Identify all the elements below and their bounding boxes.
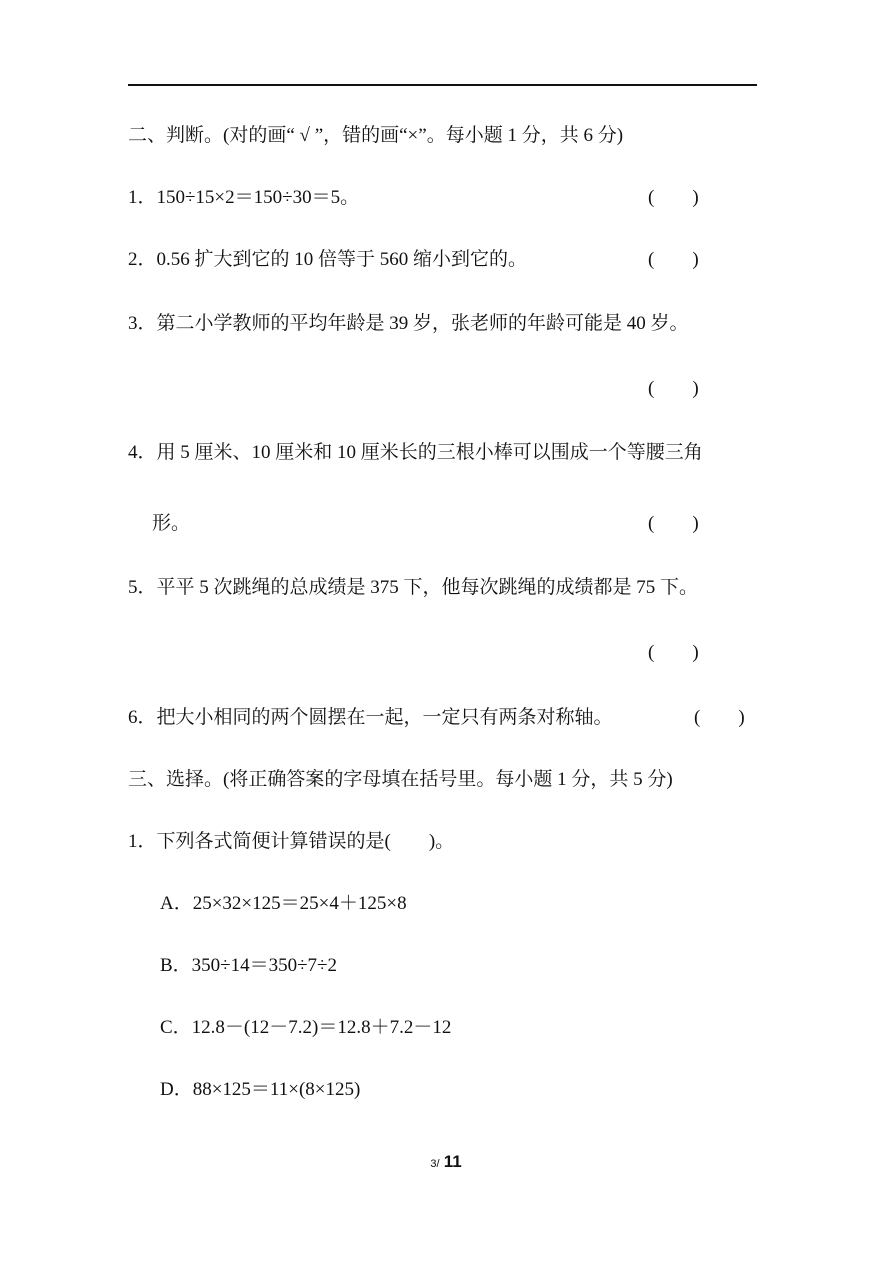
- answer-blank-5[interactable]: ( ): [648, 642, 699, 663]
- answer-blank-3[interactable]: ( ): [648, 378, 699, 399]
- page-total: 11: [443, 1152, 462, 1171]
- option-b: B．350÷14＝350÷7÷2: [160, 955, 337, 976]
- answer-blank-6[interactable]: ( ): [694, 707, 745, 728]
- header-rule: [128, 84, 757, 86]
- judge-item-6: 6．把大小相同的两个圆摆在一起，一定只有两条对称轴。: [128, 707, 613, 728]
- page-number: [0, 1152, 892, 1172]
- judge-item-2: 2．0.56 扩大到它的 10 倍等于 560 缩小到它的。: [128, 249, 528, 270]
- answer-blank-1[interactable]: ( ): [648, 187, 699, 208]
- judge-item-4: 4．用 5 厘米、10 厘米和 10 厘米长的三根小棒可以围成一个等腰三角: [128, 442, 703, 463]
- option-c: C．12.8－(12－7.2)＝12.8＋7.2－12: [160, 1017, 452, 1038]
- judge-item-5: 5．平平 5 次跳绳的总成绩是 375 下，他每次跳绳的成绩都是 75 下。: [128, 577, 699, 598]
- page-current: 3/: [430, 1158, 440, 1170]
- judge-item-4-continuation: 形。: [152, 513, 191, 534]
- answer-blank-4[interactable]: ( ): [648, 513, 699, 534]
- section3-heading: 三、选择。(将正确答案的字母填在括号里。每小题 1 分，共 5 分): [128, 769, 673, 790]
- choice-question-1: 1．下列各式简便计算错误的是( )。: [128, 831, 455, 852]
- judge-item-1: 1．150÷15×2＝150÷30＝5。: [128, 187, 360, 208]
- answer-blank-2[interactable]: ( ): [648, 249, 699, 270]
- option-d: D．88×125＝11×(8×125): [160, 1079, 361, 1100]
- judge-item-3: 3．第二小学教师的平均年龄是 39 岁，张老师的年龄可能是 40 岁。: [128, 313, 689, 334]
- section2-heading: 二、判断。(对的画“ √ ”，错的画“×”。每小题 1 分，共 6 分): [128, 125, 624, 146]
- option-a: A．25×32×125＝25×4＋125×8: [160, 893, 407, 914]
